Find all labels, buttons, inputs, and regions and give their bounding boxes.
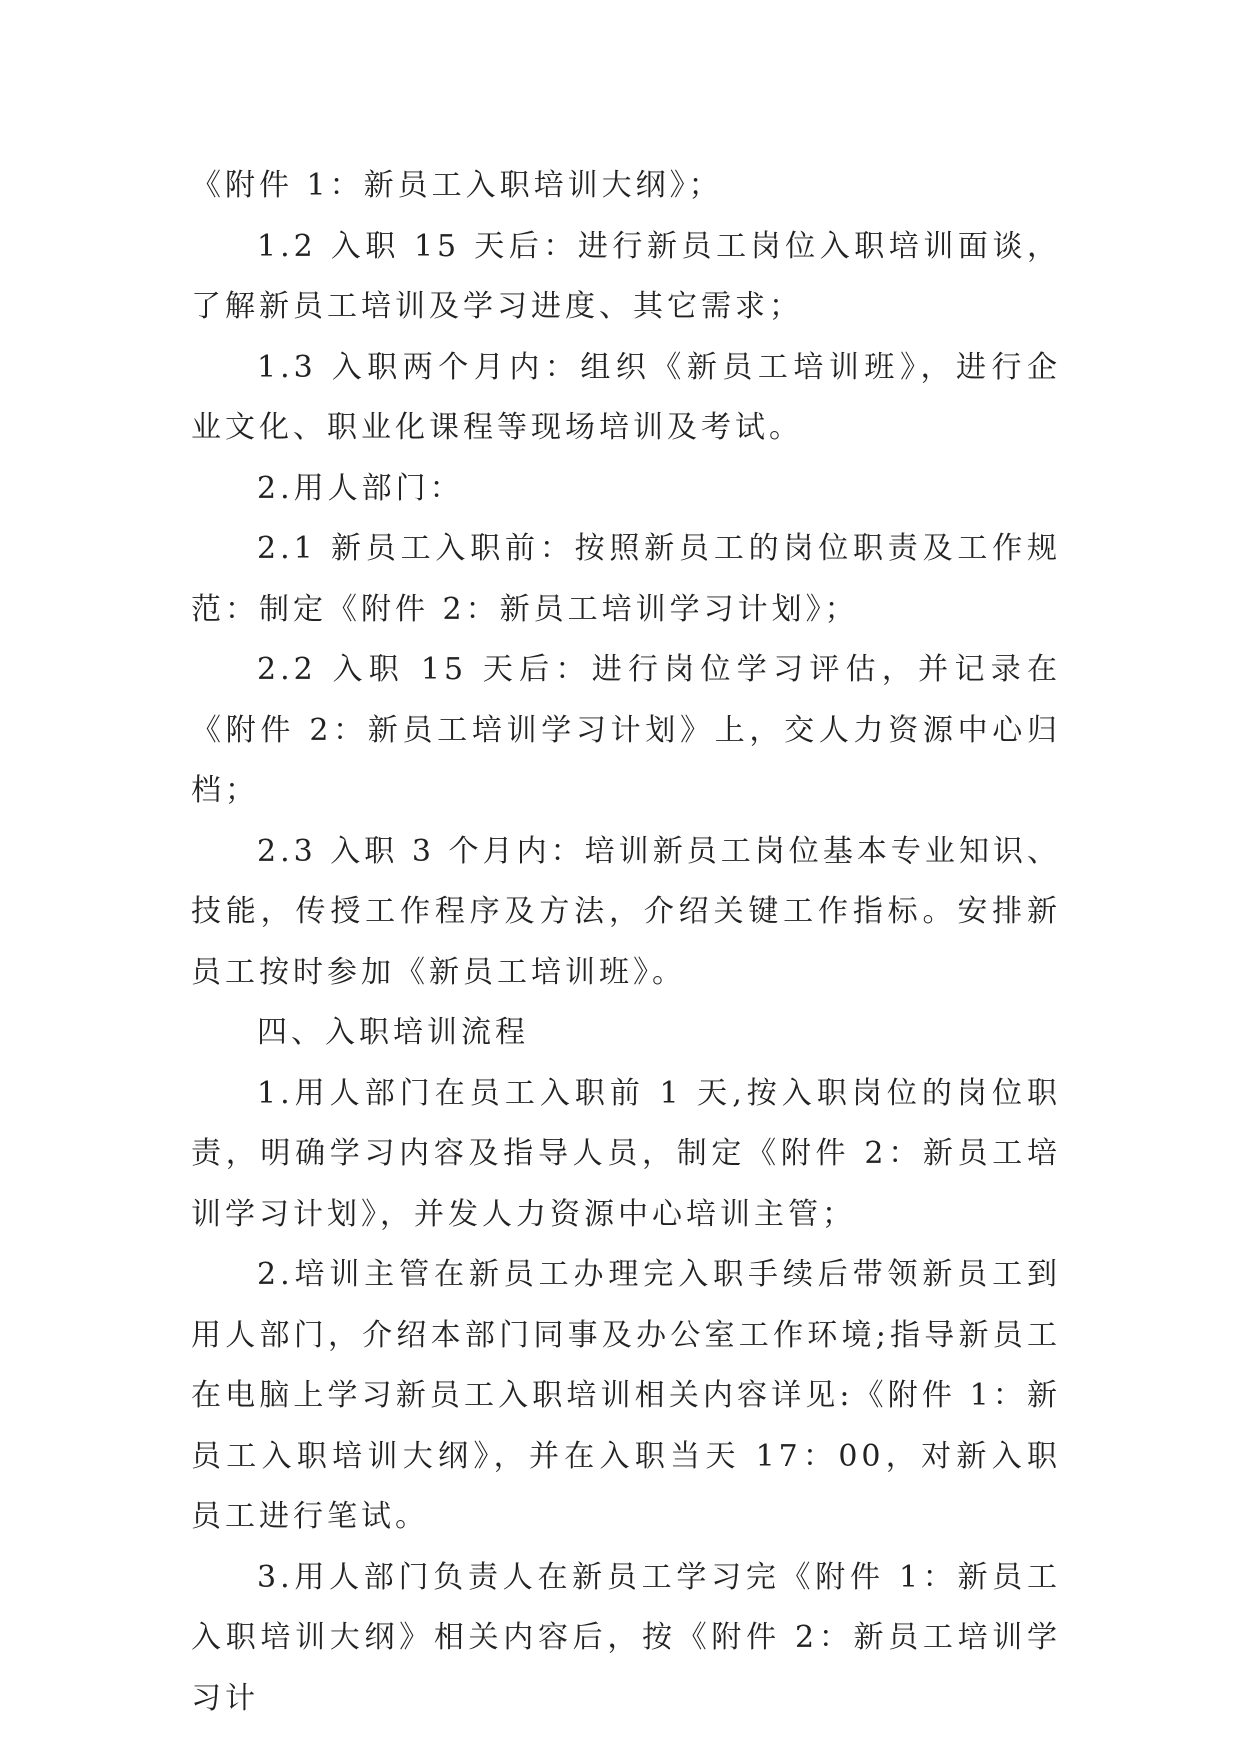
paragraph-2-1: 2.1 新员工入职前：按照新员工的岗位职责及工作规范：制定《附件 2：新员工培训学习计划》；	[191, 531, 1061, 627]
process-step-3: 3.用人部门负责人在新员工学习完《附件 1：新员工入职培训大纲》相关内容后，按《附件 2：新员工培训学习计	[191, 1559, 1061, 1716]
section-heading-4: 四、入职培训流程	[257, 1015, 529, 1050]
process-step-1: 1.用人部门在员工入职前 1 天,按入职岗位的岗位职责，明确学习内容及指导人员，制定《附件 2：新员工培训学习计划》，并发人力资源中心培训主管；	[191, 1075, 1061, 1232]
process-step-2: 2.培训主管在新员工办理完入职手续后带领新员工到用人部门，介绍本部门同事及办公室工作环境;指导新员工在电脑上学习新员工入职培训相关内容详见:《附件 1：新员工入职培训大纲》，并在入职当天 17：00，对新入职员工进行笔试。	[191, 1257, 1061, 1534]
paragraph-2-3: 2.3 入职 3 个月内：培训新员工岗位基本专业知识、技能，传授工作程序及方法，介绍关键工作指标。安排新员工按时参加《新员工培训班》。	[191, 833, 1061, 990]
paragraph-2-2: 2.2 入职 15 天后：进行岗位学习评估，并记录在《附件 2：新员工培训学习计划》上，交人力资源中心归档；	[191, 652, 1061, 808]
paragraph-attachment-1-ref: 《附件 1：新员工入职培训大纲》；	[191, 168, 723, 203]
paragraph-1-3: 1.3 入职两个月内：组织《新员工培训班》，进行企业文化、职业化课程等现场培训及考试。	[191, 349, 1061, 445]
document-body	[191, 156, 1061, 1729]
paragraph-1-2: 1.2 入职 15 天后：进行新员工岗位入职培训面谈，了解新员工培训及学习进度、其它需求；	[191, 228, 1061, 324]
paragraph-2-heading: 2.用人部门：	[257, 470, 464, 506]
